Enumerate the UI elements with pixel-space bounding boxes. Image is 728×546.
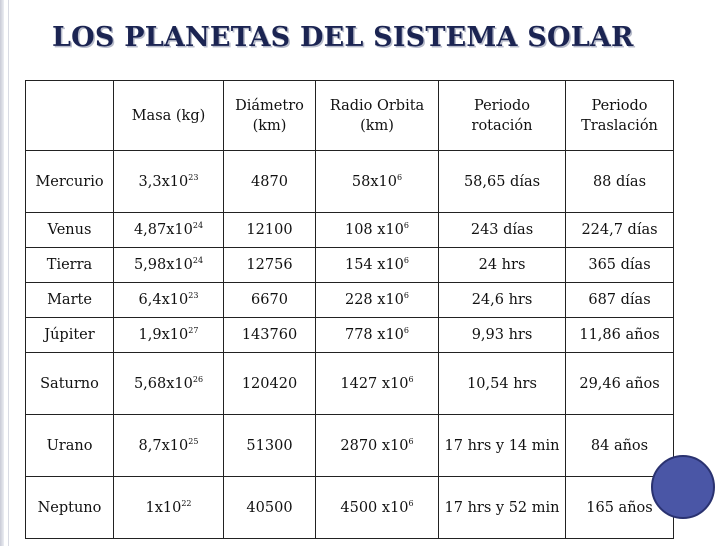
rotation-period-cell: 10,54 hrs: [439, 353, 566, 415]
planet-name-cell: Marte: [26, 283, 114, 318]
orbit-radius-cell-base: 228 x10: [344, 292, 404, 308]
table-row: [26, 283, 674, 318]
mass-cell-exponent: 24: [192, 256, 204, 265]
planet-name-cell: Saturno: [26, 353, 114, 415]
translation-period-cell: 365 días: [566, 248, 674, 283]
table-row: [26, 353, 674, 415]
orbit-radius-cell-exponent: 6: [403, 221, 409, 230]
translation-period-cell: 29,46 años: [566, 353, 674, 415]
header-cell-corner: [26, 81, 114, 151]
orbit-radius-cell: [316, 353, 439, 415]
translation-period-cell: 165 años: [566, 477, 674, 539]
header-cell-orbit-radius: Radio Orbita (km): [316, 81, 439, 151]
mass-cell: [114, 213, 224, 248]
orbit-radius-cell-exponent: 6: [403, 326, 409, 335]
orbit-radius-cell: [316, 477, 439, 539]
orbit-radius-cell: [316, 151, 439, 213]
table-header-row: [26, 81, 674, 151]
diameter-cell: 4870: [224, 151, 316, 213]
left-decorative-rail: [0, 0, 4, 546]
mass-cell-base: 5,68x10: [133, 375, 193, 392]
orbit-radius-cell-exponent: 6: [403, 256, 409, 265]
header-cell-mass: Masa (kg): [114, 81, 224, 151]
planets-table: [25, 80, 674, 539]
table-row: [26, 248, 674, 283]
rotation-period-cell: 9,93 hrs: [439, 318, 566, 353]
mass-cell-exponent: 23: [188, 172, 199, 182]
rotation-period-cell: 58,65 días: [439, 151, 566, 213]
mass-cell: [114, 283, 224, 318]
orbit-radius-cell-base: 2870 x10: [340, 437, 409, 454]
orbit-radius-cell-exponent: 6: [397, 172, 403, 182]
rotation-period-cell: 17 hrs y 52 min: [439, 477, 566, 539]
decorative-circle: [651, 455, 715, 519]
orbit-radius-cell: [316, 213, 439, 248]
mass-cell-exponent: 23: [188, 291, 199, 300]
table-row: [26, 213, 674, 248]
planet-name-cell: Venus: [26, 213, 114, 248]
planet-name-cell: Neptuno: [26, 477, 114, 539]
translation-period-cell: 84 años: [566, 415, 674, 477]
mass-cell-base: 8,7x10: [138, 437, 189, 454]
planet-name-cell: Tierra: [26, 248, 114, 283]
orbit-radius-cell-exponent: 6: [403, 291, 409, 300]
header-cell-translation-period: Periodo Traslación: [566, 81, 674, 151]
translation-period-cell: 11,86 años: [566, 318, 674, 353]
orbit-radius-cell-base: 4500 x10: [340, 499, 409, 516]
header-cell-diameter: Diámetro (km): [224, 81, 316, 151]
orbit-radius-cell-exponent: 6: [408, 374, 414, 384]
planet-name-cell: Júpiter: [26, 318, 114, 353]
mass-cell-base: 1x10: [145, 499, 182, 516]
rotation-period-cell: 243 días: [439, 213, 566, 248]
orbit-radius-cell-exponent: 6: [408, 436, 414, 446]
left-rail-line: [8, 0, 9, 546]
rotation-period-cell: 17 hrs y 14 min: [439, 415, 566, 477]
orbit-radius-cell: [316, 248, 439, 283]
orbit-radius-cell-base: 778 x10: [344, 327, 404, 343]
mass-cell-exponent: 24: [192, 221, 204, 230]
mass-cell: [114, 151, 224, 213]
rotation-period-cell: 24,6 hrs: [439, 283, 566, 318]
orbit-radius-cell-base: 108 x10: [344, 222, 404, 238]
diameter-cell: 51300: [224, 415, 316, 477]
table-row: [26, 151, 674, 213]
planet-name-cell: Urano: [26, 415, 114, 477]
mass-cell-base: 4,87x10: [133, 222, 193, 238]
mass-cell-base: 6,4x10: [138, 292, 189, 308]
planet-name-cell: Mercurio: [26, 151, 114, 213]
mass-cell-exponent: 26: [192, 374, 204, 384]
mass-cell: [114, 318, 224, 353]
mass-cell-base: 3,3x10: [138, 173, 189, 190]
orbit-radius-cell: [316, 415, 439, 477]
orbit-radius-cell-base: 1427 x10: [340, 375, 409, 392]
table-row: [26, 415, 674, 477]
diameter-cell: 120420: [224, 353, 316, 415]
orbit-radius-cell: [316, 283, 439, 318]
mass-cell-exponent: 25: [188, 436, 199, 446]
translation-period-cell: 224,7 días: [566, 213, 674, 248]
mass-cell: [114, 353, 224, 415]
mass-cell: [114, 415, 224, 477]
mass-cell-base: 1,9x10: [138, 327, 189, 343]
slide-title: LOS PLANETAS DEL SISTEMA SOLAR: [52, 22, 634, 53]
diameter-cell: 143760: [224, 318, 316, 353]
mass-cell: [114, 477, 224, 539]
orbit-radius-cell-exponent: 6: [408, 498, 414, 508]
translation-period-cell: 687 días: [566, 283, 674, 318]
header-cell-rotation-period: Periodo rotación: [439, 81, 566, 151]
mass-cell-exponent: 27: [188, 326, 199, 335]
diameter-cell: 12756: [224, 248, 316, 283]
table-row: [26, 477, 674, 539]
mass-cell-base: 5,98x10: [133, 257, 193, 273]
diameter-cell: 40500: [224, 477, 316, 539]
mass-cell: [114, 248, 224, 283]
mass-cell-exponent: 22: [181, 498, 192, 508]
translation-period-cell: 88 días: [566, 151, 674, 213]
rotation-period-cell: 24 hrs: [439, 248, 566, 283]
diameter-cell: 6670: [224, 283, 316, 318]
orbit-radius-cell-base: 154 x10: [344, 257, 404, 273]
diameter-cell: 12100: [224, 213, 316, 248]
orbit-radius-cell-base: 58x10: [351, 173, 397, 190]
orbit-radius-cell: [316, 318, 439, 353]
table-row: [26, 318, 674, 353]
planets-table-body: [26, 81, 674, 539]
